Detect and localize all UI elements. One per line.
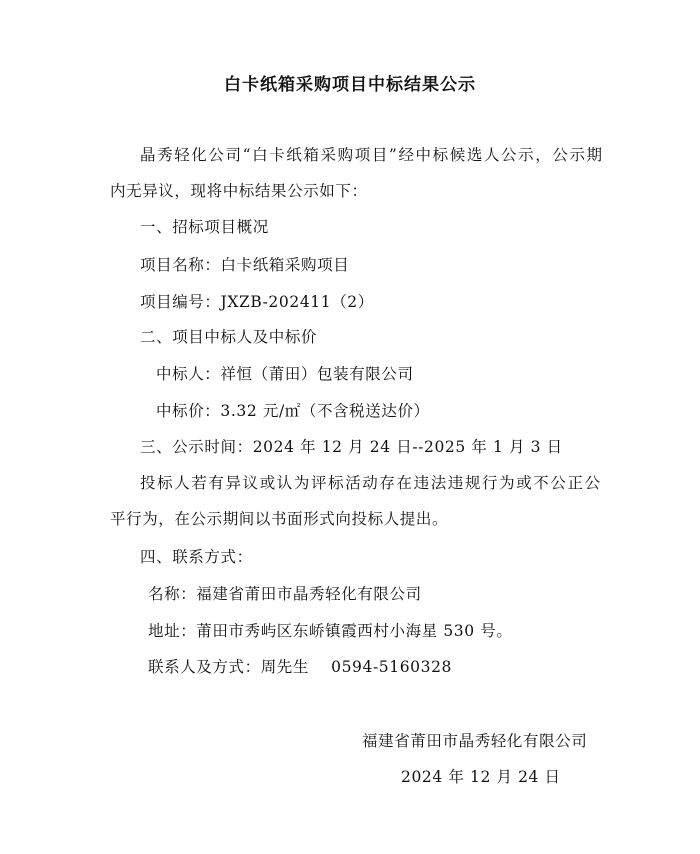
section-1-heading: 一、招标项目概况 <box>140 218 269 236</box>
project-name: 项目名称：白卡纸箱采购项目 <box>140 256 350 274</box>
project-number: 项目编号：JXZB-202411（2） <box>140 293 374 311</box>
document-title: 白卡纸箱采购项目中标结果公示 <box>224 75 476 95</box>
signature-company: 福建省莆田市晶秀轻化有限公司 <box>362 732 588 750</box>
objection-line-1: 投标人若有异议或认为评标活动存在违法违规行为或不公正公 <box>140 474 602 492</box>
contact-address: 地址：莆田市秀屿区东峤镇霞西村小海星 530 号。 <box>148 622 513 640</box>
winning-price: 中标价：3.32 元/㎡（不含税送达价） <box>156 402 430 420</box>
signature-date: 2024 年 12 月 24 日 <box>401 768 561 786</box>
contact-company-name: 名称：福建省莆田市晶秀轻化有限公司 <box>148 585 422 603</box>
section-4-heading: 四、联系方式： <box>140 548 253 566</box>
objection-line-2: 平行为，在公示期间以书面形式向投标人提出。 <box>110 510 449 528</box>
winning-bidder: 中标人：祥恒（莆田）包装有限公司 <box>156 365 414 383</box>
section-3-publicity-period: 三、公示时间：2024 年 12 月 24 日--2025 年 1 月 3 日 <box>140 438 563 456</box>
contact-person: 联系人及方式：周先生 0594-5160328 <box>148 658 453 676</box>
intro-line-2: 内无异议，现将中标结果公示如下： <box>110 182 368 200</box>
section-2-heading: 二、项目中标人及中标价 <box>140 328 318 346</box>
intro-line-1: 晶秀轻化公司“白卡纸箱采购项目”经中标候选人公示，公示期 <box>140 146 604 164</box>
